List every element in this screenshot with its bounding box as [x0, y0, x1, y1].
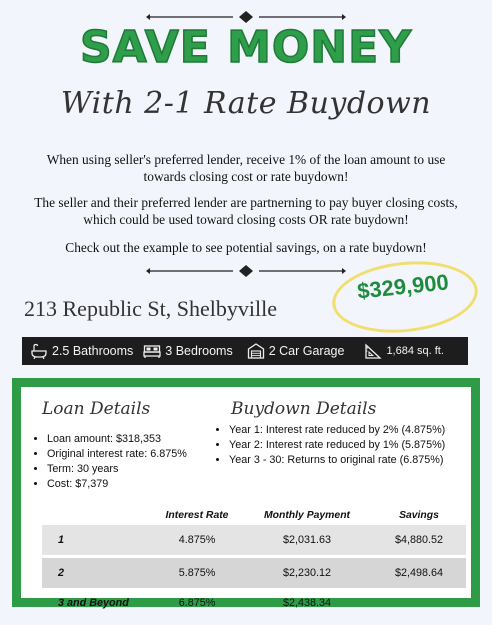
subtitle: With 2-1 Rate Buydown: [60, 86, 432, 121]
buydown-details-title: Buydown Details: [231, 399, 377, 419]
table-cell: $4,880.52: [372, 525, 466, 557]
column-header: Interest Rate: [165, 509, 229, 521]
feature-label: 3 Bedrooms: [165, 344, 233, 358]
column-header: Savings: [399, 509, 439, 521]
headline: SAVE MONEY: [79, 22, 413, 73]
list-item: • Term: 30 years: [47, 462, 227, 477]
ruler-icon: [364, 343, 382, 359]
list-item: • Year 1: Interest rate reduced by 2% (4.875%): [229, 423, 485, 438]
list-item: • Loan amount: $318,353: [47, 432, 227, 447]
example-paragraph: Check out the example to see potential savings, on a rate buydown!: [65, 240, 427, 255]
list-item: • Year 2: Interest rate reduced by 1% (5.875%): [229, 438, 485, 453]
list-item: • Original interest rate: 6.875%: [47, 447, 227, 462]
feature-label: 1,684 sq. ft.: [386, 345, 444, 357]
feature-bathrooms: [30, 343, 133, 359]
feature-garage: [247, 343, 345, 359]
table-row: [42, 588, 466, 618]
table-cell: [372, 588, 466, 618]
table-cell: 2: [42, 557, 152, 589]
table-cell: $2,438.34: [282, 597, 332, 609]
loan-details-list: [33, 432, 227, 492]
property-address: 213 Republic St, Shelbyville: [24, 296, 277, 321]
price-label: $329,900: [356, 269, 450, 304]
table-cell: $2,498.64: [372, 557, 466, 589]
table-cell: 4.875%: [152, 525, 242, 557]
feature-square-footage: [364, 343, 443, 359]
list-item: • Cost: $7,379: [47, 477, 227, 492]
feature-bar: [22, 337, 468, 365]
column-header: [42, 505, 152, 525]
list-item: • Year 3 - 30: Returns to original rate (6.875%): [229, 453, 485, 468]
table-cell: 6.875%: [178, 597, 216, 609]
table-row: [42, 525, 466, 557]
table-cell: 1: [42, 525, 152, 557]
details-card-frame: [12, 378, 480, 607]
column-header: Monthly Payment: [263, 509, 351, 521]
loan-details-title: Loan Details: [42, 399, 151, 419]
table-cell: 3 and Beyond: [58, 597, 129, 609]
table-cell: $2,230.12: [242, 557, 372, 589]
feature-label: 2 Car Garage: [268, 344, 345, 358]
table-row: [42, 557, 466, 589]
buydown-details-list: [215, 423, 485, 468]
partner-paragraph: The seller and their preferred lender are partnerning to pay buyer closing costs, which could be used toward closing costs OR rate buydown!: [34, 195, 458, 227]
intro-paragraph: When using seller's preferred lender, receive 1% of the loan amount to use towards closing cost or rate buydown!: [46, 152, 446, 184]
feature-bedrooms: [143, 343, 232, 359]
feature-label: 2.5 Bathrooms: [52, 344, 134, 358]
garage-icon: [247, 343, 265, 359]
bed-icon: [143, 343, 161, 359]
bathtub-icon: [30, 343, 48, 359]
details-card: [21, 387, 471, 609]
table-header-row: [42, 505, 466, 525]
table-cell: $2,031.63: [242, 525, 372, 557]
table-cell: 5.875%: [152, 557, 242, 589]
buydown-table: [42, 505, 466, 618]
